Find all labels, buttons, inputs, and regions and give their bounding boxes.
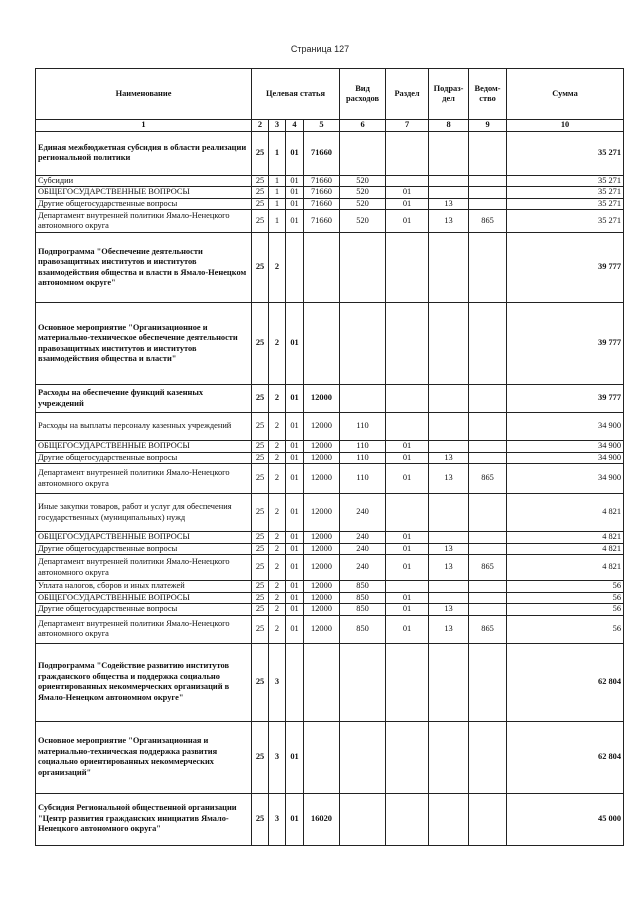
target-code-2: 2 [269,604,286,616]
podrazdel-cell [429,793,469,845]
target-code-4: 71660 [304,131,340,175]
razdel-cell: 01 [386,615,429,643]
target-code-3: 01 [286,555,304,581]
header-summa: Сумма [507,69,624,120]
target-code-2: 1 [269,175,286,187]
target-code-2: 2 [269,581,286,593]
target-code-4: 71660 [304,198,340,210]
target-code-3: 01 [286,210,304,233]
vedomstvo-cell [469,721,507,793]
target-code-4: 12000 [304,543,340,555]
target-code-3: 01 [286,604,304,616]
target-code-2: 1 [269,210,286,233]
podrazdel-cell [429,187,469,199]
target-code-1: 25 [252,198,269,210]
razdel-cell: 01 [386,555,429,581]
table-row [36,532,624,544]
podrazdel-cell: 13 [429,452,469,464]
razdel-cell [386,413,429,441]
row-name: ОБЩЕГОСУДАРСТВЕННЫЕ ВОПРОСЫ [36,592,252,604]
table-row [36,543,624,555]
target-code-1: 25 [252,441,269,453]
podrazdel-cell [429,721,469,793]
target-code-1: 25 [252,543,269,555]
target-code-2: 2 [269,532,286,544]
razdel-cell: 01 [386,532,429,544]
target-code-4: 12000 [304,532,340,544]
sum-cell: 34 900 [507,413,624,441]
target-code-1: 25 [252,210,269,233]
table-row [36,721,624,793]
target-code-2: 2 [269,452,286,464]
vid-cell: 240 [340,555,386,581]
sum-cell: 4 821 [507,555,624,581]
sum-cell: 4 821 [507,532,624,544]
podrazdel-cell: 13 [429,604,469,616]
target-code-1: 25 [252,555,269,581]
col-number: 8 [429,120,469,132]
row-name: Подпрограмма "Обеспечение деятельности правозащитных институтов и институтов взаимодействия общества и власти в Ямало-Ненецком автономном округе" [36,233,252,303]
col-number: 7 [386,120,429,132]
table-row [36,187,624,199]
table-row [36,592,624,604]
razdel-cell: 01 [386,210,429,233]
target-code-2: 3 [269,643,286,721]
target-code-3: 01 [286,532,304,544]
table-row [36,441,624,453]
row-name: Расходы на выплаты персоналу казенных учреждений [36,413,252,441]
target-code-1: 25 [252,604,269,616]
target-code-1: 25 [252,592,269,604]
sum-cell: 39 777 [507,233,624,303]
vid-cell [340,643,386,721]
razdel-cell: 01 [386,604,429,616]
target-code-3: 01 [286,385,304,413]
col-number: 4 [286,120,304,132]
target-code-4 [304,233,340,303]
vedomstvo-cell [469,643,507,721]
target-code-1: 25 [252,643,269,721]
razdel-cell [386,793,429,845]
target-code-4: 12000 [304,592,340,604]
vedomstvo-cell: 865 [469,210,507,233]
target-code-1: 25 [252,581,269,593]
vid-cell [340,303,386,385]
vedomstvo-cell [469,793,507,845]
table-row [36,581,624,593]
target-code-2: 3 [269,721,286,793]
target-code-3: 01 [286,592,304,604]
target-code-3: 01 [286,494,304,532]
header-target: Целевая статья [252,69,340,120]
row-name: Другие общегосударственные вопросы [36,543,252,555]
vedomstvo-cell [469,175,507,187]
row-name: Основное мероприятие "Организационное и материально-техническое обеспечение деятельности правозащитных институтов и институтов взаимодействия общества и власти" [36,303,252,385]
target-code-1: 25 [252,464,269,494]
target-code-3 [286,233,304,303]
row-name: Иные закупки товаров, работ и услуг для обеспечения государственных (муниципальных) нужд [36,494,252,532]
target-code-2: 2 [269,464,286,494]
target-code-3: 01 [286,452,304,464]
vedomstvo-cell [469,385,507,413]
target-code-4: 12000 [304,494,340,532]
vid-cell [340,233,386,303]
vid-cell: 240 [340,532,386,544]
vid-cell: 520 [340,187,386,199]
podrazdel-cell [429,233,469,303]
razdel-cell [386,721,429,793]
target-code-2: 2 [269,555,286,581]
target-code-3: 01 [286,175,304,187]
row-name: Подпрограмма "Содействие развитию институтов гражданского общества и поддержка социально ориентированных некоммерческих организаций в Ямало-Ненецком автономном округе" [36,643,252,721]
vedomstvo-cell [469,131,507,175]
razdel-cell: 01 [386,187,429,199]
target-code-2: 1 [269,131,286,175]
razdel-cell [386,131,429,175]
vedomstvo-cell [469,532,507,544]
podrazdel-cell [429,303,469,385]
sum-cell: 35 271 [507,198,624,210]
row-name: Другие общегосударственные вопросы [36,198,252,210]
razdel-cell [386,233,429,303]
vid-cell: 240 [340,543,386,555]
column-number-row [36,120,624,132]
vedomstvo-cell [469,452,507,464]
header-row [36,69,624,120]
vedomstvo-cell [469,494,507,532]
target-code-2: 2 [269,494,286,532]
podrazdel-cell: 13 [429,198,469,210]
header-vedomstvo: Ведом-ство [469,69,507,120]
target-code-1: 25 [252,452,269,464]
row-name: Уплата налогов, сборов и иных платежей [36,581,252,593]
vedomstvo-cell [469,441,507,453]
header-podrazdel: Подраз-дел [429,69,469,120]
header-vid: Вид расходов [340,69,386,120]
target-code-1: 25 [252,385,269,413]
sum-cell: 34 900 [507,441,624,453]
sum-cell: 35 271 [507,175,624,187]
row-name: ОБЩЕГОСУДАРСТВЕННЫЕ ВОПРОСЫ [36,441,252,453]
col-number: 2 [252,120,269,132]
razdel-cell [386,581,429,593]
vedomstvo-cell: 865 [469,615,507,643]
budget-table [35,68,624,846]
podrazdel-cell [429,413,469,441]
target-code-1: 25 [252,793,269,845]
vid-cell: 110 [340,452,386,464]
sum-cell: 39 777 [507,385,624,413]
target-code-1: 25 [252,175,269,187]
col-number: 3 [269,120,286,132]
podrazdel-cell [429,385,469,413]
target-code-2: 3 [269,793,286,845]
vid-cell: 850 [340,615,386,643]
target-code-3: 01 [286,793,304,845]
table-row [36,175,624,187]
table-row [36,555,624,581]
vid-cell: 240 [340,494,386,532]
sum-cell: 56 [507,592,624,604]
target-code-1: 25 [252,615,269,643]
col-number: 9 [469,120,507,132]
col-number: 5 [304,120,340,132]
podrazdel-cell [429,131,469,175]
target-code-4: 12000 [304,452,340,464]
vid-cell [340,721,386,793]
target-code-2: 2 [269,592,286,604]
sum-cell: 35 271 [507,131,624,175]
target-code-3: 01 [286,581,304,593]
vid-cell: 850 [340,604,386,616]
target-code-4: 16020 [304,793,340,845]
table-row [36,464,624,494]
sum-cell: 56 [507,604,624,616]
row-name: Единая межбюджетная субсидия в области реализации региональной политики [36,131,252,175]
table-row [36,413,624,441]
vid-cell [340,131,386,175]
vid-cell: 110 [340,464,386,494]
target-code-4: 12000 [304,441,340,453]
row-name: Департамент внутренней политики Ямало-Ненецкого автономного округа [36,555,252,581]
vedomstvo-cell: 865 [469,464,507,494]
target-code-1: 25 [252,187,269,199]
vedomstvo-cell [469,592,507,604]
razdel-cell [386,494,429,532]
sum-cell: 4 821 [507,543,624,555]
table-row [36,604,624,616]
target-code-4 [304,721,340,793]
col-number: 1 [36,120,252,132]
razdel-cell: 01 [386,441,429,453]
target-code-2: 2 [269,233,286,303]
table-row [36,210,624,233]
target-code-3: 01 [286,543,304,555]
razdel-cell: 01 [386,198,429,210]
sum-cell: 56 [507,615,624,643]
target-code-3: 01 [286,303,304,385]
target-code-1: 25 [252,721,269,793]
sum-cell: 62 804 [507,643,624,721]
target-code-1: 25 [252,233,269,303]
table-row [36,615,624,643]
col-number: 6 [340,120,386,132]
target-code-3: 01 [286,187,304,199]
vid-cell: 110 [340,413,386,441]
podrazdel-cell: 13 [429,543,469,555]
vid-cell: 520 [340,210,386,233]
header-name: Наименование [36,69,252,120]
sum-cell: 45 000 [507,793,624,845]
table-row [36,385,624,413]
target-code-3: 01 [286,464,304,494]
table-row [36,494,624,532]
target-code-2: 2 [269,385,286,413]
podrazdel-cell: 13 [429,464,469,494]
sum-cell: 56 [507,581,624,593]
vedomstvo-cell [469,581,507,593]
target-code-3: 01 [286,413,304,441]
sum-cell: 34 900 [507,464,624,494]
target-code-1: 25 [252,532,269,544]
row-name: Департамент внутренней политики Ямало-Ненецкого автономного округа [36,464,252,494]
row-name: Департамент внутренней политики Ямало-Ненецкого автономного округа [36,210,252,233]
target-code-1: 25 [252,494,269,532]
sum-cell: 35 271 [507,187,624,199]
vid-cell [340,793,386,845]
razdel-cell: 01 [386,592,429,604]
table-row [36,793,624,845]
vid-cell: 110 [340,441,386,453]
target-code-2: 1 [269,187,286,199]
target-code-4: 71660 [304,210,340,233]
sum-cell: 62 804 [507,721,624,793]
vedomstvo-cell [469,233,507,303]
table-row [36,452,624,464]
razdel-cell [386,643,429,721]
target-code-4: 12000 [304,413,340,441]
target-code-4: 71660 [304,175,340,187]
razdel-cell: 01 [386,464,429,494]
row-name: Другие общегосударственные вопросы [36,452,252,464]
vid-cell: 520 [340,198,386,210]
vedomstvo-cell [469,303,507,385]
row-name: Расходы на обеспечение функций казенных учреждений [36,385,252,413]
sum-cell: 39 777 [507,303,624,385]
table-body [36,131,624,845]
target-code-4: 12000 [304,555,340,581]
target-code-4: 12000 [304,385,340,413]
target-code-4: 71660 [304,187,340,199]
target-code-3: 01 [286,721,304,793]
razdel-cell: 01 [386,543,429,555]
target-code-3: 01 [286,198,304,210]
vid-cell: 850 [340,581,386,593]
razdel-cell [386,175,429,187]
target-code-3 [286,643,304,721]
target-code-4: 12000 [304,604,340,616]
vedomstvo-cell: 865 [469,555,507,581]
page-label: Страница 127 [290,44,350,54]
podrazdel-cell [429,494,469,532]
target-code-1: 25 [252,413,269,441]
vedomstvo-cell [469,604,507,616]
col-number: 10 [507,120,624,132]
row-name: ОБЩЕГОСУДАРСТВЕННЫЕ ВОПРОСЫ [36,532,252,544]
target-code-2: 2 [269,303,286,385]
row-name: Субсидии [36,175,252,187]
table-row [36,303,624,385]
target-code-2: 1 [269,198,286,210]
podrazdel-cell [429,441,469,453]
row-name: Основное мероприятие "Организационная и материально-техническая поддержка развития социально ориентированных некоммерческих организаций" [36,721,252,793]
vedomstvo-cell [469,198,507,210]
target-code-3: 01 [286,615,304,643]
podrazdel-cell [429,643,469,721]
target-code-4 [304,643,340,721]
target-code-2: 2 [269,413,286,441]
podrazdel-cell [429,532,469,544]
podrazdel-cell [429,175,469,187]
target-code-1: 25 [252,131,269,175]
target-code-3: 01 [286,441,304,453]
target-code-4: 12000 [304,581,340,593]
row-name: Департамент внутренней политики Ямало-Ненецкого автономного округа [36,615,252,643]
header-razdel: Раздел [386,69,429,120]
table-row [36,643,624,721]
vid-cell: 520 [340,175,386,187]
sum-cell: 34 900 [507,452,624,464]
table-row [36,198,624,210]
target-code-2: 2 [269,543,286,555]
table-row [36,131,624,175]
razdel-cell: 01 [386,452,429,464]
podrazdel-cell [429,592,469,604]
podrazdel-cell: 13 [429,615,469,643]
podrazdel-cell [429,581,469,593]
razdel-cell [386,385,429,413]
vid-cell: 850 [340,592,386,604]
table-row [36,233,624,303]
row-name: Другие общегосударственные вопросы [36,604,252,616]
vedomstvo-cell [469,543,507,555]
vid-cell [340,385,386,413]
sum-cell: 35 271 [507,210,624,233]
target-code-2: 2 [269,441,286,453]
podrazdel-cell: 13 [429,555,469,581]
vedomstvo-cell [469,187,507,199]
podrazdel-cell: 13 [429,210,469,233]
target-code-4: 12000 [304,615,340,643]
target-code-4: 12000 [304,464,340,494]
vedomstvo-cell [469,413,507,441]
row-name: Субсидия Региональной общественной организации "Центр развития гражданских инициатив Ямало-Ненецкого автономного округа" [36,793,252,845]
target-code-2: 2 [269,615,286,643]
target-code-1: 25 [252,303,269,385]
target-code-3: 01 [286,131,304,175]
row-name: ОБЩЕГОСУДАРСТВЕННЫЕ ВОПРОСЫ [36,187,252,199]
razdel-cell [386,303,429,385]
target-code-4 [304,303,340,385]
sum-cell: 4 821 [507,494,624,532]
